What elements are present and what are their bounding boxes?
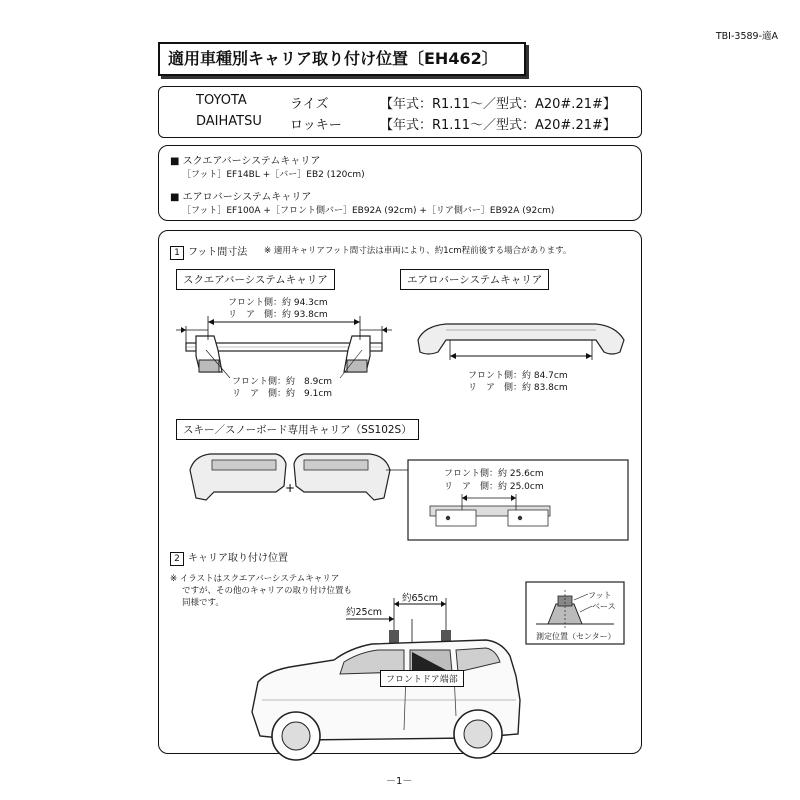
square-outer-front: フロント側：約 8.9cm xyxy=(232,377,333,387)
square-bar-label: スクエアバーシステムキャリア xyxy=(176,269,335,290)
vehicle-spec-1: 【年式：R1.11～／型式：A20#.21#】 xyxy=(380,97,616,112)
front-door-end-label: フロントドア端部 xyxy=(380,670,464,687)
square-inner-rear: リ ア 側：約 93.8cm xyxy=(228,310,328,320)
dim-65cm: 約65cm xyxy=(402,593,439,604)
vehicle-maker-1: TOYOTA xyxy=(196,93,247,108)
ski-front: フロント側：約 25.6cm xyxy=(444,469,544,479)
section2-note-1: ※ イラストはスクエアバーシステムキャリア xyxy=(170,574,340,584)
aero-carrier-heading: ■ エアロバーシステムキャリア xyxy=(170,192,312,203)
vehicle-maker-2: DAIHATSU xyxy=(196,114,262,129)
vehicle-model-2: ロッキー xyxy=(290,118,342,133)
section2-note-3: 同様です。 xyxy=(182,598,224,608)
section2-title: キャリア取り付け位置 xyxy=(188,553,288,564)
base-label: ベース xyxy=(592,602,616,611)
ski-rear: リ ア 側：約 25.0cm xyxy=(444,482,544,492)
section1-number: 1 xyxy=(170,246,184,260)
foot-label: フット xyxy=(588,591,612,600)
square-carrier-heading: ■ スクエアバーシステムキャリア xyxy=(170,156,321,167)
page-number: －1－ xyxy=(386,776,413,787)
section1-title: フット間寸法 xyxy=(188,247,248,258)
doc-id: TBI-3589-適A xyxy=(715,31,778,42)
vehicle-model-1: ライズ xyxy=(290,97,329,112)
square-inner-front: フロント側：約 94.3cm xyxy=(228,298,328,308)
ski-carrier-label: スキー／スノーボード専用キャリア（SS102S） xyxy=(176,419,419,440)
measure-position-label: 測定位置（センター） xyxy=(536,632,616,641)
section1-note: ※ 適用キャリアフット間寸法は車両により、約1cm程前後する場合があります。 xyxy=(264,246,572,256)
dim-25cm: 約25cm xyxy=(346,607,383,618)
section2-note-2: ですが、その他のキャリアの取り付け位置も xyxy=(182,586,353,596)
aero-front: フロント側：約 84.7cm xyxy=(468,371,568,381)
square-carrier-parts: ［フット］EF14BL +［バー］EB2 (120cm) xyxy=(182,170,365,180)
svg-text:+: + xyxy=(285,481,296,495)
aero-rear: リ ア 側：約 83.8cm xyxy=(468,383,568,393)
aero-bar-label: エアロバーシステムキャリア xyxy=(400,269,549,290)
square-outer-rear: リ ア 側：約 9.1cm xyxy=(232,389,333,399)
page-title: 適用車種別キャリア取り付け位置〔EH462〕 xyxy=(158,42,526,76)
vehicle-spec-2: 【年式：R1.11～／型式：A20#.21#】 xyxy=(380,118,616,133)
section2-number: 2 xyxy=(170,552,184,566)
aero-carrier-parts: ［フット］EF100A +［フロント側バー］EB92A (92cm) +［リア側バー］EB92A (92cm) xyxy=(182,206,555,216)
